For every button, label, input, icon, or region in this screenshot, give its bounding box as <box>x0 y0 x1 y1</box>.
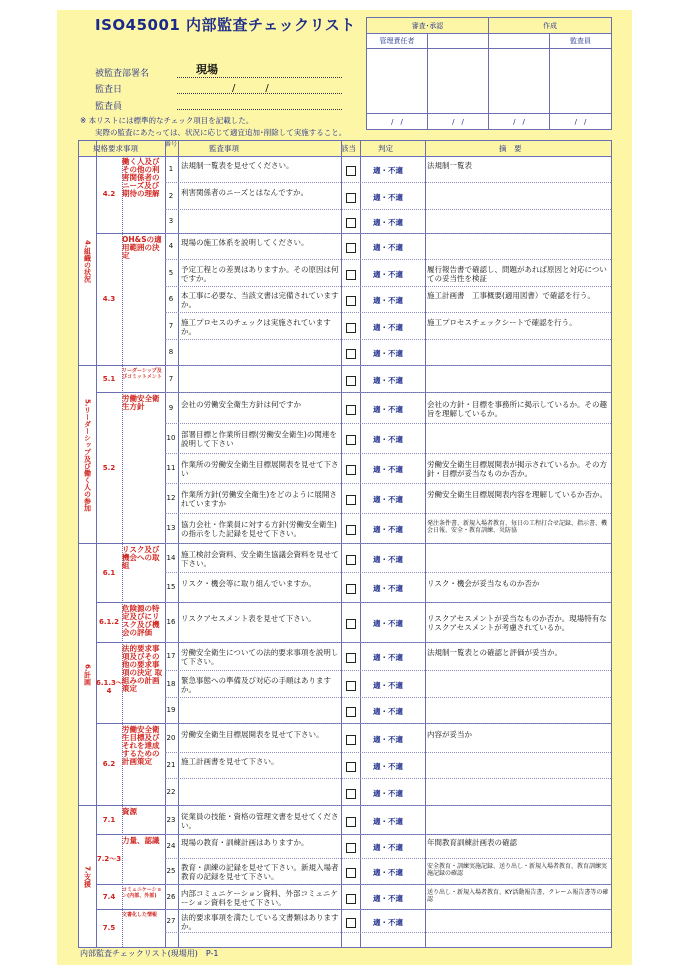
apply-checkbox[interactable] <box>346 349 356 359</box>
table-row <box>165 210 611 234</box>
summary-text: リスクアセスメントが妥当なものか否か。現場特有なリスクアセスメントが考慮されているか。 <box>427 614 607 632</box>
audit-item: 作業所の労働安全衛生目標展開表を見せて下さい <box>181 460 339 478</box>
table-row <box>165 366 611 393</box>
table-row <box>165 156 611 183</box>
stamp-box-4[interactable] <box>550 49 611 114</box>
section-number: 7.1 <box>102 816 116 824</box>
apply-checkbox[interactable] <box>346 681 356 691</box>
section-number: 7.4 <box>102 893 116 901</box>
section-name: 資源 <box>122 807 137 816</box>
row-number: 15 <box>166 583 176 591</box>
row-number: 7 <box>168 375 174 383</box>
table-row <box>165 779 611 806</box>
major-section-label: 7.支援 <box>83 865 92 888</box>
summary-text: 労働安全衛生目標展開表が掲示されているか。その方針・目標が妥当なものか否か。 <box>427 460 607 478</box>
col-item: 監査事項 <box>209 144 239 153</box>
table-row <box>165 313 611 340</box>
date-label: 監査日 <box>95 85 123 95</box>
audit-item: 利害関係者のニーズとはなんですか。 <box>181 188 309 197</box>
approval-review-header: 審査･承認 <box>367 18 489 34</box>
audit-item: 施工計画書を見せて下さい。 <box>181 757 279 766</box>
apply-checkbox[interactable] <box>346 843 356 853</box>
apply-checkbox[interactable] <box>346 376 356 386</box>
summary-text: 施工プロセスチェックシートで確認を行う。 <box>427 318 577 327</box>
apply-checkbox[interactable] <box>346 817 356 827</box>
row-number: 27 <box>166 917 176 925</box>
col-no: 番号 <box>165 141 178 148</box>
apply-checkbox[interactable] <box>346 707 356 717</box>
audit-item: 会社の労働安全衛生方針は何ですか <box>181 400 301 409</box>
date-value[interactable]: / / <box>232 83 269 94</box>
summary-text: 会社の方針・目標を事務所に掲示しているか。その趣旨を理解しているか。 <box>427 400 607 418</box>
col-req: 規格要求事項 <box>93 144 138 153</box>
dept-value[interactable]: 現場 <box>196 63 218 76</box>
major-section-label: 6.計画 <box>83 664 92 686</box>
row-number: 23 <box>166 816 176 824</box>
stamp-date-4: / / <box>574 117 587 126</box>
table-row <box>165 671 611 698</box>
dept-line <box>177 77 342 78</box>
section-name: リスク及び機会への取組 <box>122 545 160 570</box>
judge-toggle[interactable]: 適・不適 <box>373 465 403 474</box>
auditor-line <box>177 109 342 110</box>
table-row <box>165 753 611 779</box>
major-section-label: 4.組織の状況 <box>83 239 92 283</box>
audit-item: 労働安全衛生についての法的要求事項を説明して下さい。 <box>181 648 339 666</box>
row-number: 19 <box>166 706 176 714</box>
stamp-date-2: / / <box>428 114 489 129</box>
summary-text: 法規制一覧表 <box>427 161 472 170</box>
judge-toggle[interactable]: 適・不適 <box>373 218 403 227</box>
page-footer: 内部監査チェックリスト(現場用) P-1 <box>80 949 219 958</box>
audit-item: 予定工程との差異はありますか。その原因は何ですか。 <box>181 265 339 283</box>
major-divider <box>79 365 96 366</box>
table-row <box>165 514 611 544</box>
summary-text: 内容が妥当か <box>427 730 472 739</box>
apply-checkbox[interactable] <box>346 584 356 594</box>
apply-checkbox[interactable] <box>346 762 356 772</box>
section-name: 労働安全衛生方針 <box>122 394 160 411</box>
section-number: 6.1.2 <box>99 618 119 626</box>
audit-item: 現場の教育・訓練計画はありますか。 <box>181 838 309 847</box>
summary-text: 安全教育・訓練実施記録、送り出し・新規入場者教育、教育訓練実施記録の確認 <box>427 863 608 877</box>
audit-item: 法的要求事項を満たしている文書類はありますか。 <box>181 913 339 931</box>
row-number: 6 <box>168 295 174 303</box>
audit-item: 施工プロセスのチェックは実施されていますか。 <box>181 318 331 336</box>
apply-checkbox[interactable] <box>346 405 356 415</box>
section-number: 5.1 <box>102 375 116 383</box>
table-row <box>165 340 611 366</box>
row-number: 14 <box>166 554 176 562</box>
stamp-date-3: / / <box>489 114 550 129</box>
judge-toggle[interactable]: 適・不適 <box>373 193 403 202</box>
judge-toggle[interactable]: 適・不適 <box>373 525 403 534</box>
judge-toggle[interactable]: 適・不適 <box>373 681 403 690</box>
judge-toggle[interactable]: 適・不適 <box>373 707 403 716</box>
row-number: 3 <box>168 217 174 225</box>
summary-text: 施工計画書 工事概要(適用図書）で確認を行う。 <box>427 291 595 300</box>
row-number: 13 <box>166 524 176 532</box>
judge-toggle[interactable]: 適・不適 <box>373 894 403 903</box>
summary-text: リスク・機会が妥当なものか否か <box>427 579 540 588</box>
summary-text: 法規制一覧表との確認と評価が妥当か。 <box>427 648 562 657</box>
apply-checkbox[interactable] <box>346 653 356 663</box>
col-apply: 該当 <box>341 144 356 153</box>
judge-toggle[interactable]: 適・不適 <box>373 270 403 279</box>
apply-checkbox[interactable] <box>346 243 356 253</box>
table-row <box>165 643 611 671</box>
apply-checkbox[interactable] <box>346 868 356 878</box>
table-row <box>165 287 611 313</box>
col-summary: 摘 要 <box>499 144 522 153</box>
table-row <box>165 573 611 603</box>
row-number: 16 <box>166 618 176 626</box>
date-line <box>177 93 342 94</box>
judge-toggle[interactable]: 適・不適 <box>373 349 403 358</box>
section-number: 7.5 <box>102 924 116 932</box>
summary-text: 送り出し・新規入場者教育、KY活動報告書、クレーム報告書等の確認 <box>427 889 609 903</box>
section-number: 5.2 <box>102 464 116 472</box>
row-number: 8 <box>168 348 174 356</box>
apply-checkbox[interactable] <box>346 166 356 176</box>
audit-item: 協力会社・作業員に対する方針(労働安全衛生)の指示をした記録を見せて下さい。 <box>181 520 337 538</box>
judge-toggle[interactable]: 適・不適 <box>373 323 403 332</box>
judge-toggle[interactable]: 適・不適 <box>373 296 403 305</box>
approval-box <box>366 17 612 130</box>
judge-toggle[interactable]: 適・不適 <box>373 166 403 175</box>
apply-checkbox[interactable] <box>346 735 356 745</box>
page-title: ISO45001 内部監査チェックリスト <box>95 16 356 34</box>
audit-item: 従業員の技能・資格の管理文書を見せてください。 <box>181 812 339 830</box>
table-header <box>79 141 611 157</box>
judge-toggle[interactable]: 適・不適 <box>373 735 403 744</box>
table-row <box>165 484 611 514</box>
judge-toggle[interactable]: 適・不適 <box>373 495 403 504</box>
table-row <box>165 393 611 424</box>
row-number: 12 <box>166 494 176 502</box>
apply-checkbox[interactable] <box>346 296 356 306</box>
audit-item: 教育・訓練の記録を見せて下さい。新規入場者教育の記録を見せて下さい。 <box>181 863 339 881</box>
audit-item: 部署目標と作業所目標(労働安全衛生)の関連を説明して下さい <box>181 430 337 448</box>
table-row <box>165 885 611 910</box>
stamp-box-2[interactable] <box>428 49 489 114</box>
apply-checkbox[interactable] <box>346 435 356 445</box>
table-row <box>165 806 611 835</box>
audit-item: 本工事に必要な、当該文書は完備されていますか。 <box>181 291 339 309</box>
apply-checkbox[interactable] <box>346 495 356 505</box>
judge-toggle[interactable]: 適・不適 <box>373 584 403 593</box>
row-number: 10 <box>166 434 176 442</box>
apply-checkbox[interactable] <box>346 193 356 203</box>
approval-manager-header: 管理責任者 <box>367 34 428 49</box>
stamp-date-1: / / <box>367 114 428 129</box>
table-row <box>165 424 611 454</box>
judge-toggle[interactable]: 適・不適 <box>373 435 403 444</box>
section-name: 力量、認識 <box>122 836 160 845</box>
approval-auditor-header: 監査員 <box>550 34 611 49</box>
approval-create-header: 作成 <box>489 18 611 34</box>
checklist-table <box>78 140 612 948</box>
col-judge: 判定 <box>378 144 393 153</box>
approval-blank-header <box>428 34 489 49</box>
table-row <box>165 544 611 573</box>
major-section-label: 5.リーダーシップ及び働く人の参加 <box>83 398 92 512</box>
table-row <box>165 910 611 933</box>
stamp-box-3[interactable] <box>489 49 550 114</box>
table-row <box>165 835 611 859</box>
audit-item: 内部コミュニケーション資料、外部コミュニケーション資料を見せて下さい。 <box>181 889 338 907</box>
audit-item: 作業所方針(労働安全衛生)をどのように展開されていますか <box>181 490 337 508</box>
section-number: 6.2 <box>102 760 116 768</box>
table-row <box>165 859 611 885</box>
section-number: 4.3 <box>102 295 116 303</box>
table-row <box>165 183 611 210</box>
section-name: 働く人及びその他の利害関係者のニーズ及び期待の理解 <box>122 157 160 198</box>
summary-text: 労働安全衛生目標展開表内容を理解しているか否か。 <box>427 490 607 499</box>
judge-toggle[interactable]: 適・不適 <box>373 243 403 252</box>
row-number: 17 <box>166 652 176 660</box>
apply-checkbox[interactable] <box>346 894 356 904</box>
apply-checkbox[interactable] <box>346 323 356 333</box>
apply-checkbox[interactable] <box>346 555 356 565</box>
row-number: 9 <box>168 404 174 412</box>
apply-checkbox[interactable] <box>346 619 356 629</box>
stamp-box-1[interactable] <box>367 49 428 114</box>
major-divider <box>79 543 96 544</box>
summary-text: 履行報告書で確認し、問題があれば原因と対応についての妥当性を検証 <box>427 265 607 283</box>
apply-checkbox[interactable] <box>346 218 356 228</box>
row-number: 26 <box>166 893 176 901</box>
row-number: 20 <box>166 734 176 742</box>
audit-item: 緊急事態への準備及び対応の手順はありますか。 <box>181 676 331 694</box>
judge-toggle[interactable]: 適・不適 <box>373 619 403 628</box>
dept-label: 被監査部署名 <box>95 69 150 79</box>
row-number: 24 <box>166 842 176 850</box>
section-name: 労働安全衛生目標及びそれを達成するための計画策定 <box>122 725 160 766</box>
judge-toggle[interactable]: 適・不適 <box>373 376 403 385</box>
row-number: 11 <box>166 464 176 472</box>
row-number: 18 <box>166 680 176 688</box>
judge-toggle[interactable]: 適・不適 <box>373 405 403 414</box>
section-name: 危険源の特定及びにリスク及び機会の評価 <box>122 604 160 637</box>
judge-toggle[interactable]: 適・不適 <box>373 868 403 877</box>
table-row <box>165 234 611 260</box>
note-2: 実際の監査にあたっては、状況に応じて適宜追加･削除して実施すること。 <box>95 128 347 137</box>
table-row <box>165 260 611 287</box>
row-number: 2 <box>168 192 174 200</box>
row-number: 5 <box>168 269 174 277</box>
table-row <box>165 698 611 724</box>
section-name: 文書化した情報 <box>122 912 158 918</box>
audit-item: 法規制一覧表を見せてください。 <box>181 161 294 170</box>
apply-checkbox[interactable] <box>346 525 356 535</box>
row-number: 4 <box>168 242 174 250</box>
apply-checkbox[interactable] <box>346 789 356 799</box>
table-row <box>165 603 611 643</box>
row-number: 1 <box>168 165 174 173</box>
row-number: 21 <box>166 761 176 769</box>
section-name: 法的要求事項及びその他の要求事項の決定 取組みの計画策定 <box>122 644 163 693</box>
judge-toggle[interactable]: 適・不適 <box>373 817 403 826</box>
auditor-label: 監査員 <box>95 102 123 112</box>
judge-toggle[interactable]: 適・不適 <box>373 918 403 927</box>
section-name: コミュニケーション(内部、外部) <box>122 887 162 899</box>
audit-item: リスクアセスメント表を見せて下さい。 <box>181 614 316 623</box>
apply-checkbox[interactable] <box>346 465 356 475</box>
apply-checkbox[interactable] <box>346 270 356 280</box>
judge-toggle[interactable]: 適・不適 <box>373 843 403 852</box>
section-number: 4.2 <box>102 190 116 198</box>
row-number: 22 <box>166 788 176 796</box>
audit-item: 現場の施工体系を説明してください。 <box>181 238 309 247</box>
judge-toggle[interactable]: 適・不適 <box>373 789 403 798</box>
summary-text: 発注条件書、新規入場者教育、毎日の工程打合せ記録、指示書、機会日報、安全・教育訓練、災防協 <box>427 520 608 534</box>
section-number: 6.1 <box>102 569 116 577</box>
table-row <box>165 454 611 484</box>
judge-toggle[interactable]: 適・不適 <box>373 653 403 662</box>
judge-toggle[interactable]: 適・不適 <box>373 555 403 564</box>
judge-toggle[interactable]: 適・不適 <box>373 762 403 771</box>
section-number: 6.1.3〜4 <box>96 679 123 695</box>
major-divider <box>79 805 96 806</box>
audit-item: リスク・機会等に取り組んでいますか。 <box>181 579 316 588</box>
section-name: リーダーシップ及びコミットメント <box>122 368 162 380</box>
apply-checkbox[interactable] <box>346 918 356 928</box>
row-number: 7 <box>168 322 174 330</box>
audit-item: 施工検討会資料、安全衛生協議会資料を見せて下さい。 <box>181 550 339 568</box>
row-number: 25 <box>166 867 176 875</box>
note-1: ※ 本リストには標準的なチェック項目を記載した。 <box>80 116 254 125</box>
summary-text: 年間教育訓練計画表の確認 <box>427 838 517 847</box>
section-number: 7.2〜3 <box>96 855 122 863</box>
audit-item: 労働安全衛生目標展開表を見せて下さい。 <box>181 730 324 739</box>
table-row <box>165 724 611 753</box>
approval-blank-header-2 <box>489 34 550 49</box>
section-name: OH&Sの適用範囲の決定 <box>122 235 162 260</box>
